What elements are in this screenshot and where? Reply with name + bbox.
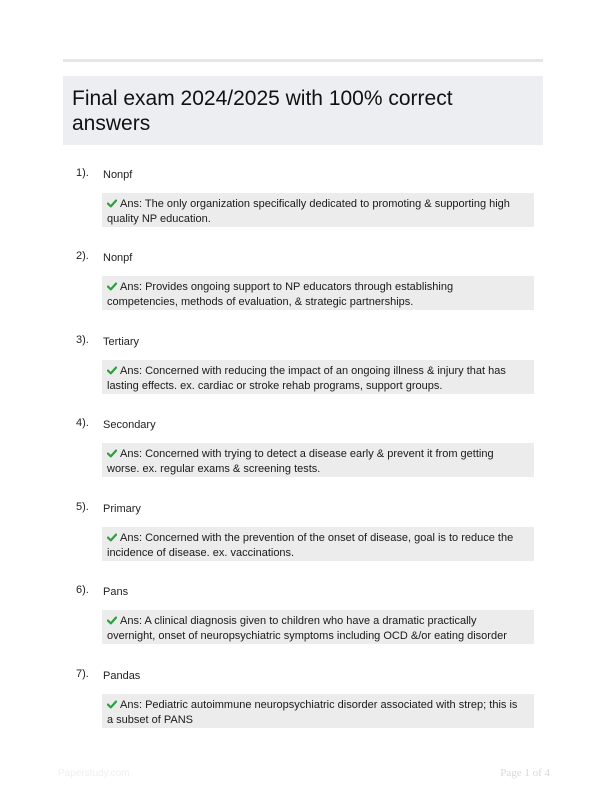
answer-text: Ans: The only organization specifically dedicated to promoting & supporting high quality NP education. [107, 198, 510, 225]
question-number: 6). [76, 584, 89, 596]
question-term: Nonpf [103, 169, 133, 181]
check-icon [107, 616, 117, 625]
answer-text: Ans: Provides ongoing support to NP educators through establishing competencies, methods of evaluation, & strategic partnerships. [107, 281, 454, 308]
check-icon [107, 199, 117, 208]
answer-text: Ans: Concerned with the prevention of the onset of disease, goal is to reduce the incidence of disease. ex. vaccinations. [107, 532, 514, 559]
question-number: 7). [76, 668, 89, 680]
check-icon [107, 533, 117, 542]
check-icon [107, 366, 117, 375]
question-number: 4). [76, 417, 89, 429]
question-term: Nonpf [103, 252, 133, 264]
question-number: 3). [76, 334, 89, 346]
page-title: Final exam 2024/2025 with 100% correct answers [72, 87, 453, 135]
answer-text: Ans: A clinical diagnosis given to children who have a dramatic practically overnight, onset of neuropsychiatric symptoms including OCD &/or eating disorder [107, 615, 507, 642]
check-icon [107, 282, 117, 291]
check-icon [107, 700, 117, 709]
question-term: Pandas [103, 670, 141, 682]
footer-watermark: Paperstudy.com [58, 768, 130, 779]
question-number: 1). [76, 167, 89, 179]
answer-box [102, 193, 534, 227]
answer-box [102, 360, 534, 394]
question-term: Secondary [103, 419, 156, 431]
answer-box [102, 443, 534, 477]
question-term: Primary [103, 503, 141, 515]
question-term: Tertiary [103, 336, 140, 348]
answer-text: Ans: Concerned with reducing the impact of an ongoing illness & injury that has lasting effects. ex. cardiac or stroke rehab programs, support groups. [107, 365, 506, 392]
answer-text: Ans: Concerned with trying to detect a disease early & prevent it from getting worse. ex. regular exams & screening tests. [107, 448, 494, 475]
question-number: 5). [76, 501, 89, 513]
answer-box [102, 276, 534, 310]
answer-box [102, 610, 534, 644]
answer-text: Ans: Pediatric autoimmune neuropsychiatric disorder associated with strep; this is a subset of PANS [107, 699, 518, 726]
page-indicator: Page 1 of 4 [500, 767, 550, 779]
question-term: Pans [103, 586, 129, 598]
answer-box [102, 694, 534, 728]
answer-box [102, 527, 534, 561]
check-icon [107, 449, 117, 458]
question-number: 2). [76, 250, 89, 262]
